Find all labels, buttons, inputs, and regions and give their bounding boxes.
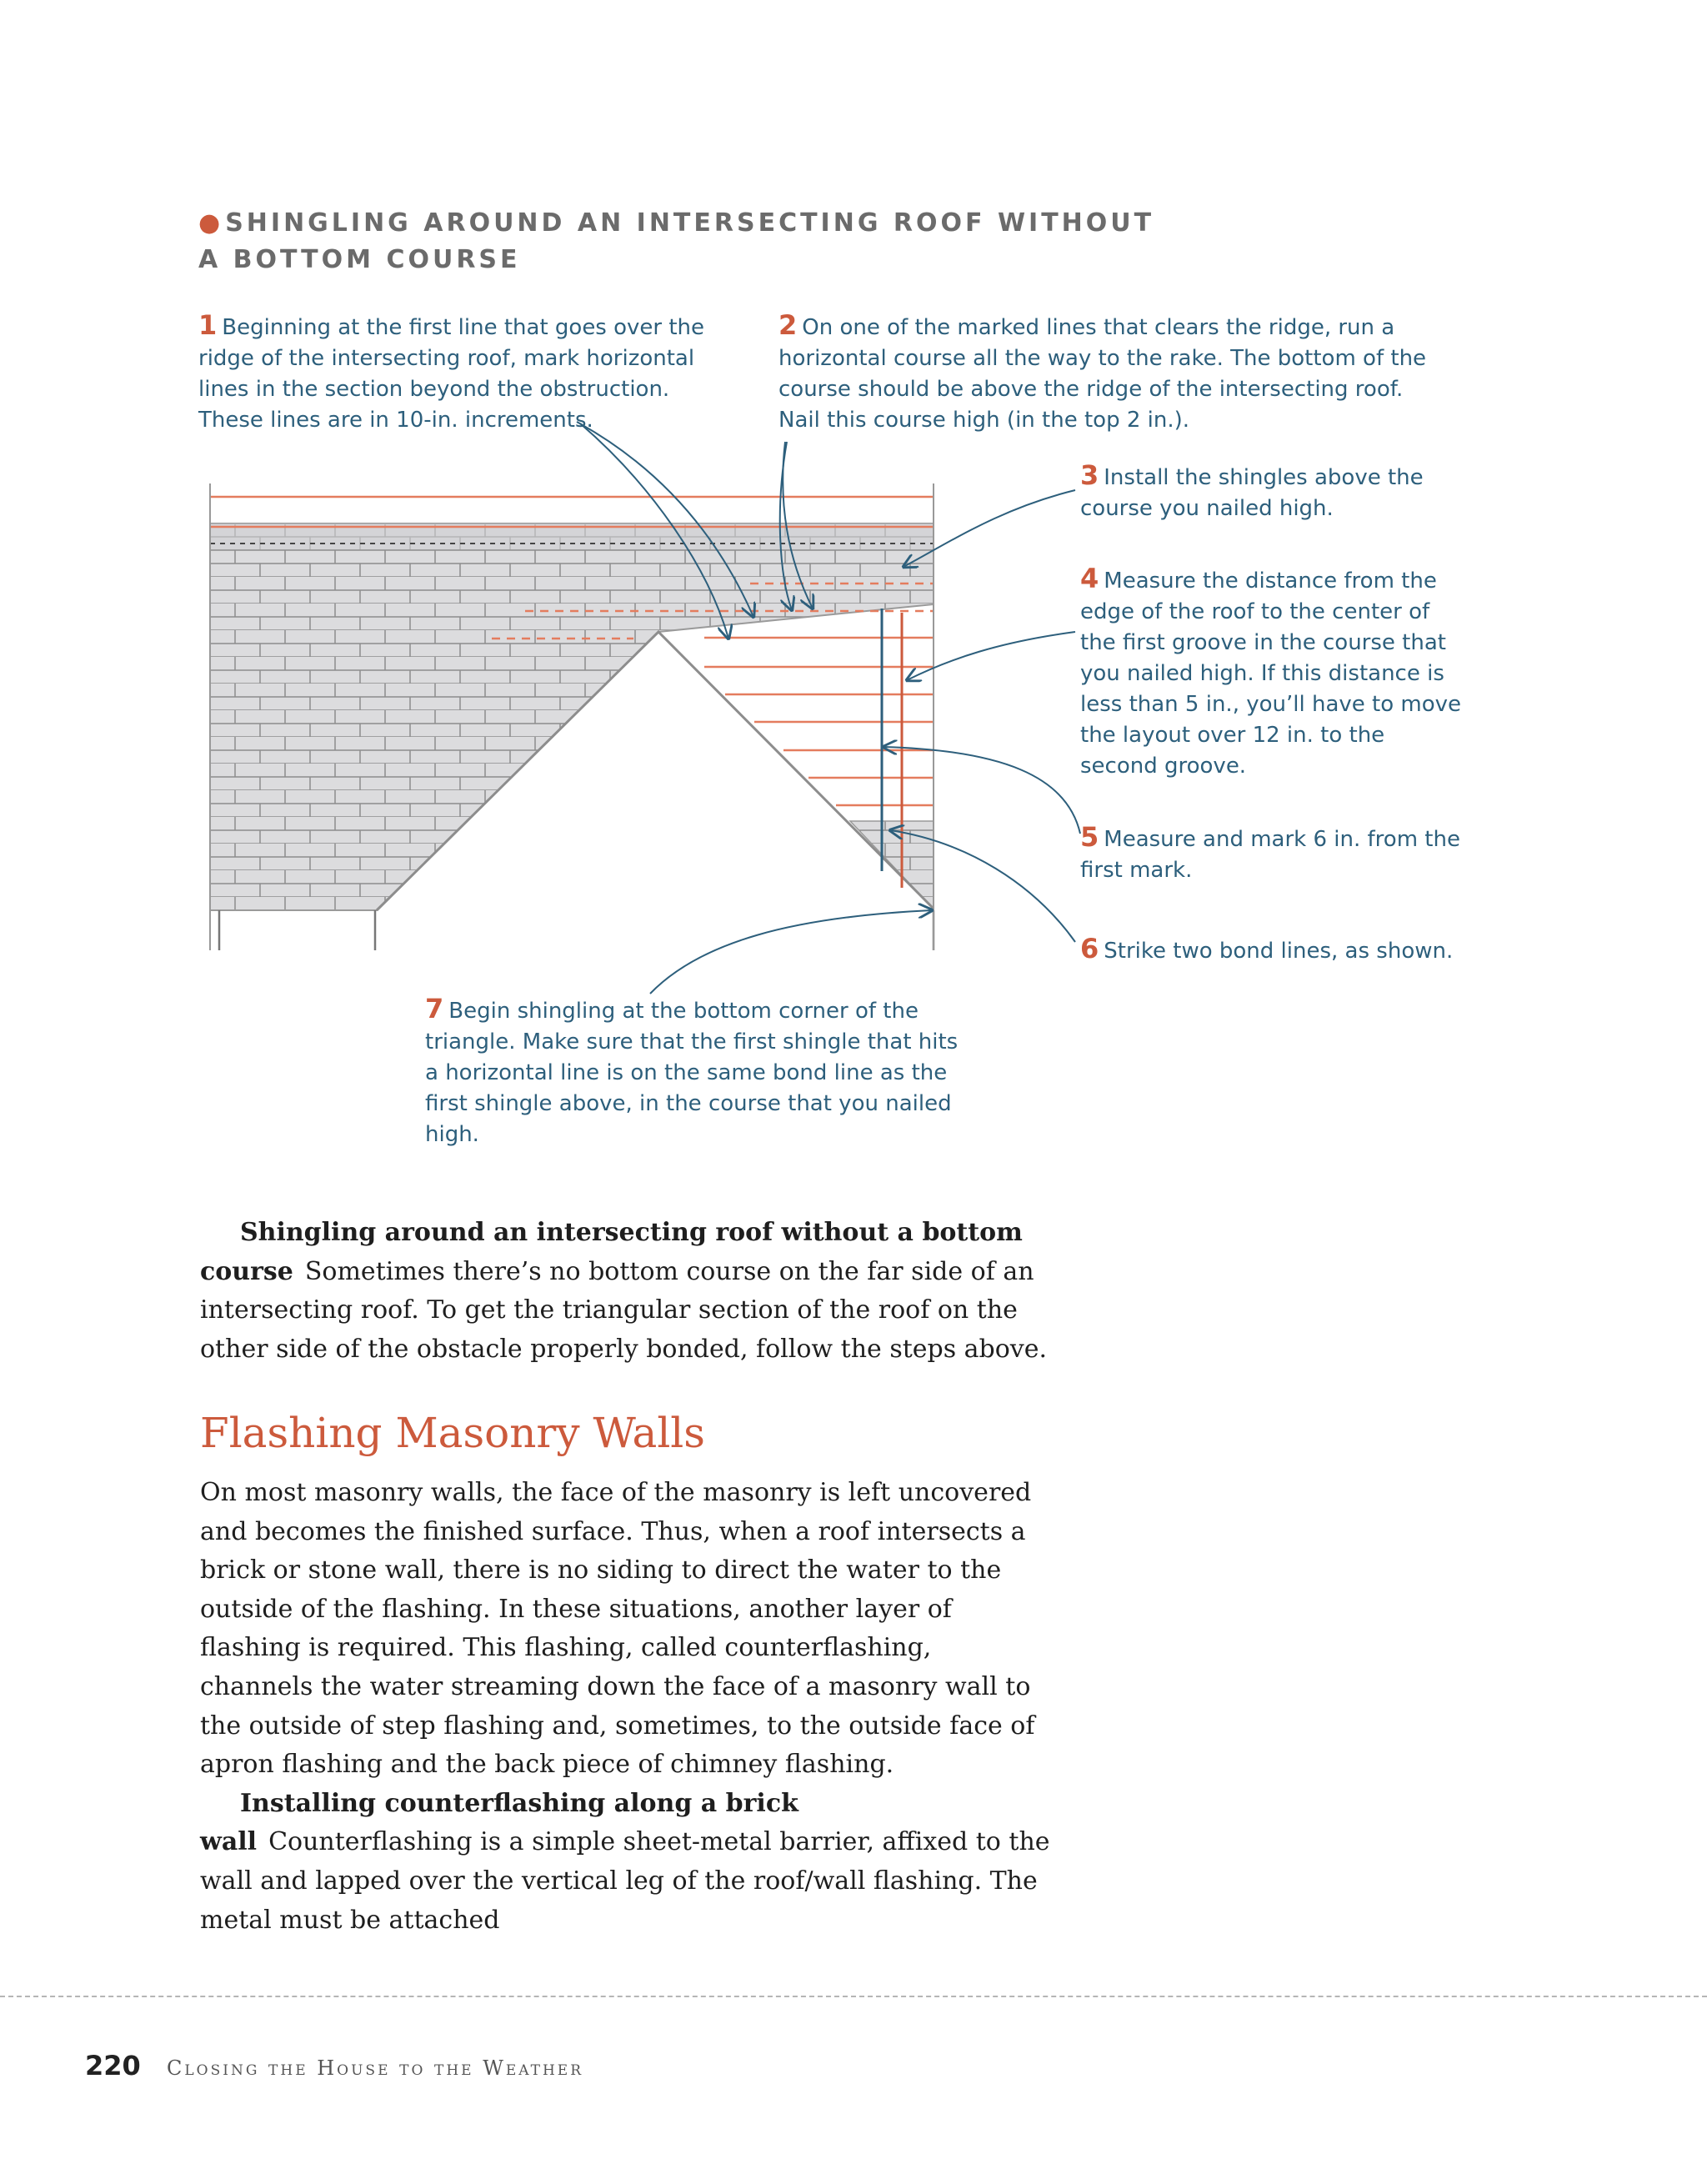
footer-divider <box>0 1996 1707 1997</box>
leader-4 <box>907 632 1075 680</box>
callout-2 <box>778 310 1445 436</box>
callout-4-text: Measure the distance from the edge of the roof to the center of the first groove in the course that you nailed high. If this distance is less than 5 in., you’ll have to move the layout over 12 in. to the second groove. <box>1080 569 1462 779</box>
callout-1 <box>198 310 732 436</box>
masonry-paragraphs <box>200 1474 1050 1940</box>
section-heading: Flashing Masonry Walls <box>200 1409 705 1457</box>
callout-6-number: 6 <box>1080 933 1099 964</box>
callout-2-number: 2 <box>778 309 798 341</box>
page-number: 220 <box>85 2050 141 2081</box>
intro-paragraph <box>200 1214 1050 1369</box>
running-head: Closing the House to the Weather <box>167 2056 584 2080</box>
callout-5-text: Measure and mark 6 in. from the first mark. <box>1080 827 1460 883</box>
callout-4-number: 4 <box>1080 563 1099 594</box>
callout-5 <box>1080 822 1464 886</box>
bullet-icon: ● <box>198 208 221 238</box>
callout-3 <box>1080 460 1430 524</box>
callout-1-text: Beginning at the first line that goes over the ridge of the intersecting roof, mark horizontal lines in the section beyond the obstruction. These lines are in 10-in. increments. <box>198 315 705 433</box>
paragraph-text: Sometimes there’s no bottom course on the far side of an intersecting roof. To get the triangular section of the roof on the other side of the obstacle properly bonded, follow the steps above. <box>200 1256 1048 1364</box>
leader-7 <box>650 910 932 994</box>
figure-title-line2: A BOTTOM COURSE <box>198 245 521 274</box>
callout-5-number: 5 <box>1080 821 1099 853</box>
callout-7-text: Begin shingling at the bottom corner of the triangle. Make sure that the first shingle that hits a horizontal line is on the same bond line as the first shingle above, in the course that you nailed high. <box>425 999 959 1147</box>
paragraph-lead: Shingling around an intersecting roof without a bottom course <box>200 1218 1023 1286</box>
figure-title-line1: SHINGLING AROUND AN INTERSECTING ROOF WITHOUT <box>225 208 1155 238</box>
paragraph-lead: Installing counterflashing along a brick wall <box>200 1788 798 1857</box>
paragraph-text: Counterflashing is a simple sheet-metal barrier, affixed to the wall and lapped over the vertical leg of the roof/wall flashing. The metal must be attached <box>200 1827 1050 1935</box>
masonry-paragraph: On most masonry walls, the face of the masonry is left uncovered and becomes the finished surface. Thus, when a roof intersects a brick or stone wall, there is no siding to direct the water to the outside of the flashing. In these situations, another layer of flashing is required. This flashing, called counterflashing, channels the water streaming down the face of a masonry wall to the outside of step flashing and, sometimes, to the outside face of apron flashing and the back piece of chimney flashing. <box>200 1478 1035 1780</box>
callout-6 <box>1080 934 1547 967</box>
callout-3-number: 3 <box>1080 459 1099 491</box>
callout-4 <box>1080 564 1464 782</box>
callout-6-text: Strike two bond lines, as shown. <box>1104 939 1454 964</box>
callout-7 <box>425 994 975 1150</box>
callout-3-text: Install the shingles above the course you nailed high. <box>1080 465 1424 521</box>
callout-7-number: 7 <box>425 993 444 1024</box>
callout-2-text: On one of the marked lines that clears the ridge, run a horizontal course all the way to the rake. The bottom of the course should be above the ridge of the intersecting roof. Nail this course high (in the top 2 in.). <box>778 315 1427 433</box>
callout-1-number: 1 <box>198 309 218 341</box>
